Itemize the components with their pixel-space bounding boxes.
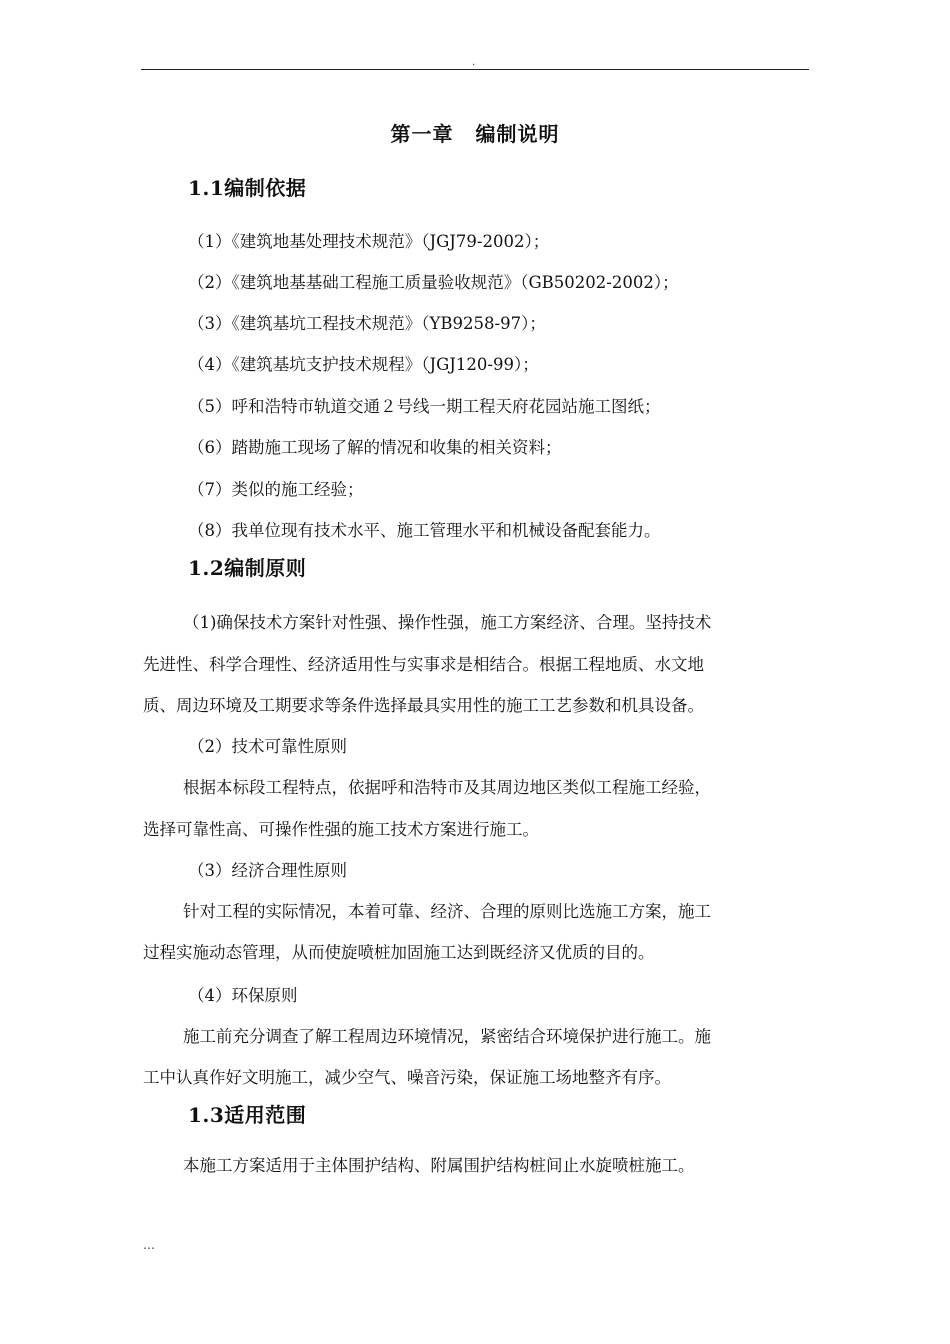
header-rule	[141, 69, 809, 70]
reference-item: （8）我单位现有技术水平、施工管理水平和机械设备配套能力。	[188, 521, 661, 540]
principle-subheading: （3）经济合理性原则	[188, 861, 347, 880]
paragraph-line: 过程实施动态管理，从而使旋喷桩加固施工达到既经济又优质的目的。	[143, 943, 655, 962]
paragraph-line: 施工前充分调查了解工程周边环境情况，紧密结合环境保护进行施工。施	[183, 1027, 711, 1046]
reference-item: （1）《建筑地基处理技术规范》（JGJ79-2002）；	[188, 232, 550, 251]
chapter-number: 第一章	[390, 122, 454, 146]
header-mark: .	[472, 57, 476, 68]
section-heading-1-2: 1.2编制原则	[188, 556, 307, 580]
paragraph-line: 质、周边环境及工期要求等条件选择最具实用性的施工工艺参数和机具设备。	[143, 696, 704, 715]
reference-item: （2）《建筑地基基础工程施工质量验收规范》（GB50202-2002）；	[188, 273, 679, 292]
chapter-title	[0, 118, 950, 147]
reference-item: （5）呼和浩特市轨道交通２号线一期工程天府花园站施工图纸；	[188, 397, 661, 416]
principle-subheading: （2）技术可靠性原则	[188, 737, 347, 756]
paragraph-line: 本施工方案适用于主体围护结构、附属围护结构桩间止水旋喷桩施工。	[183, 1156, 695, 1175]
paragraph-line: 根据本标段工程特点，依据呼和浩特市及其周边地区类似工程施工经验，	[183, 778, 711, 797]
reference-item: （3）《建筑基坑工程技术规范》（YB9258-97）；	[188, 314, 546, 333]
paragraph-line: 选择可靠性高、可操作性强的施工技术方案进行施工。	[143, 820, 539, 839]
paragraph-line: 针对工程的实际情况，本着可靠、经济、合理的原则比选施工方案，施工	[183, 902, 711, 921]
reference-item: （6）踏勘施工现场了解的情况和收集的相关资料；	[188, 438, 562, 457]
paragraph-line: （1)确保技术方案针对性强、操作性强，施工方案经济、合理。坚持技术	[183, 613, 712, 632]
chapter-name: 编制说明	[475, 122, 560, 146]
section-heading-1-1: 1.1编制依据	[188, 176, 307, 200]
paragraph-line: 工中认真作好文明施工，减少空气、噪音污染，保证施工场地整齐有序。	[143, 1068, 671, 1087]
footer-mark: …	[143, 1238, 155, 1252]
paragraph-line: 先进性、科学合理性、经济适用性与实事求是相结合。根据工程地质、水文地	[143, 655, 704, 674]
principle-subheading: （4）环保原则	[188, 986, 298, 1005]
reference-item: （4）《建筑基坑支护技术规程》（JGJ120-99）；	[188, 355, 539, 374]
reference-item: （7）类似的施工经验；	[188, 480, 364, 499]
section-heading-1-3: 1.3适用范围	[188, 1103, 307, 1127]
